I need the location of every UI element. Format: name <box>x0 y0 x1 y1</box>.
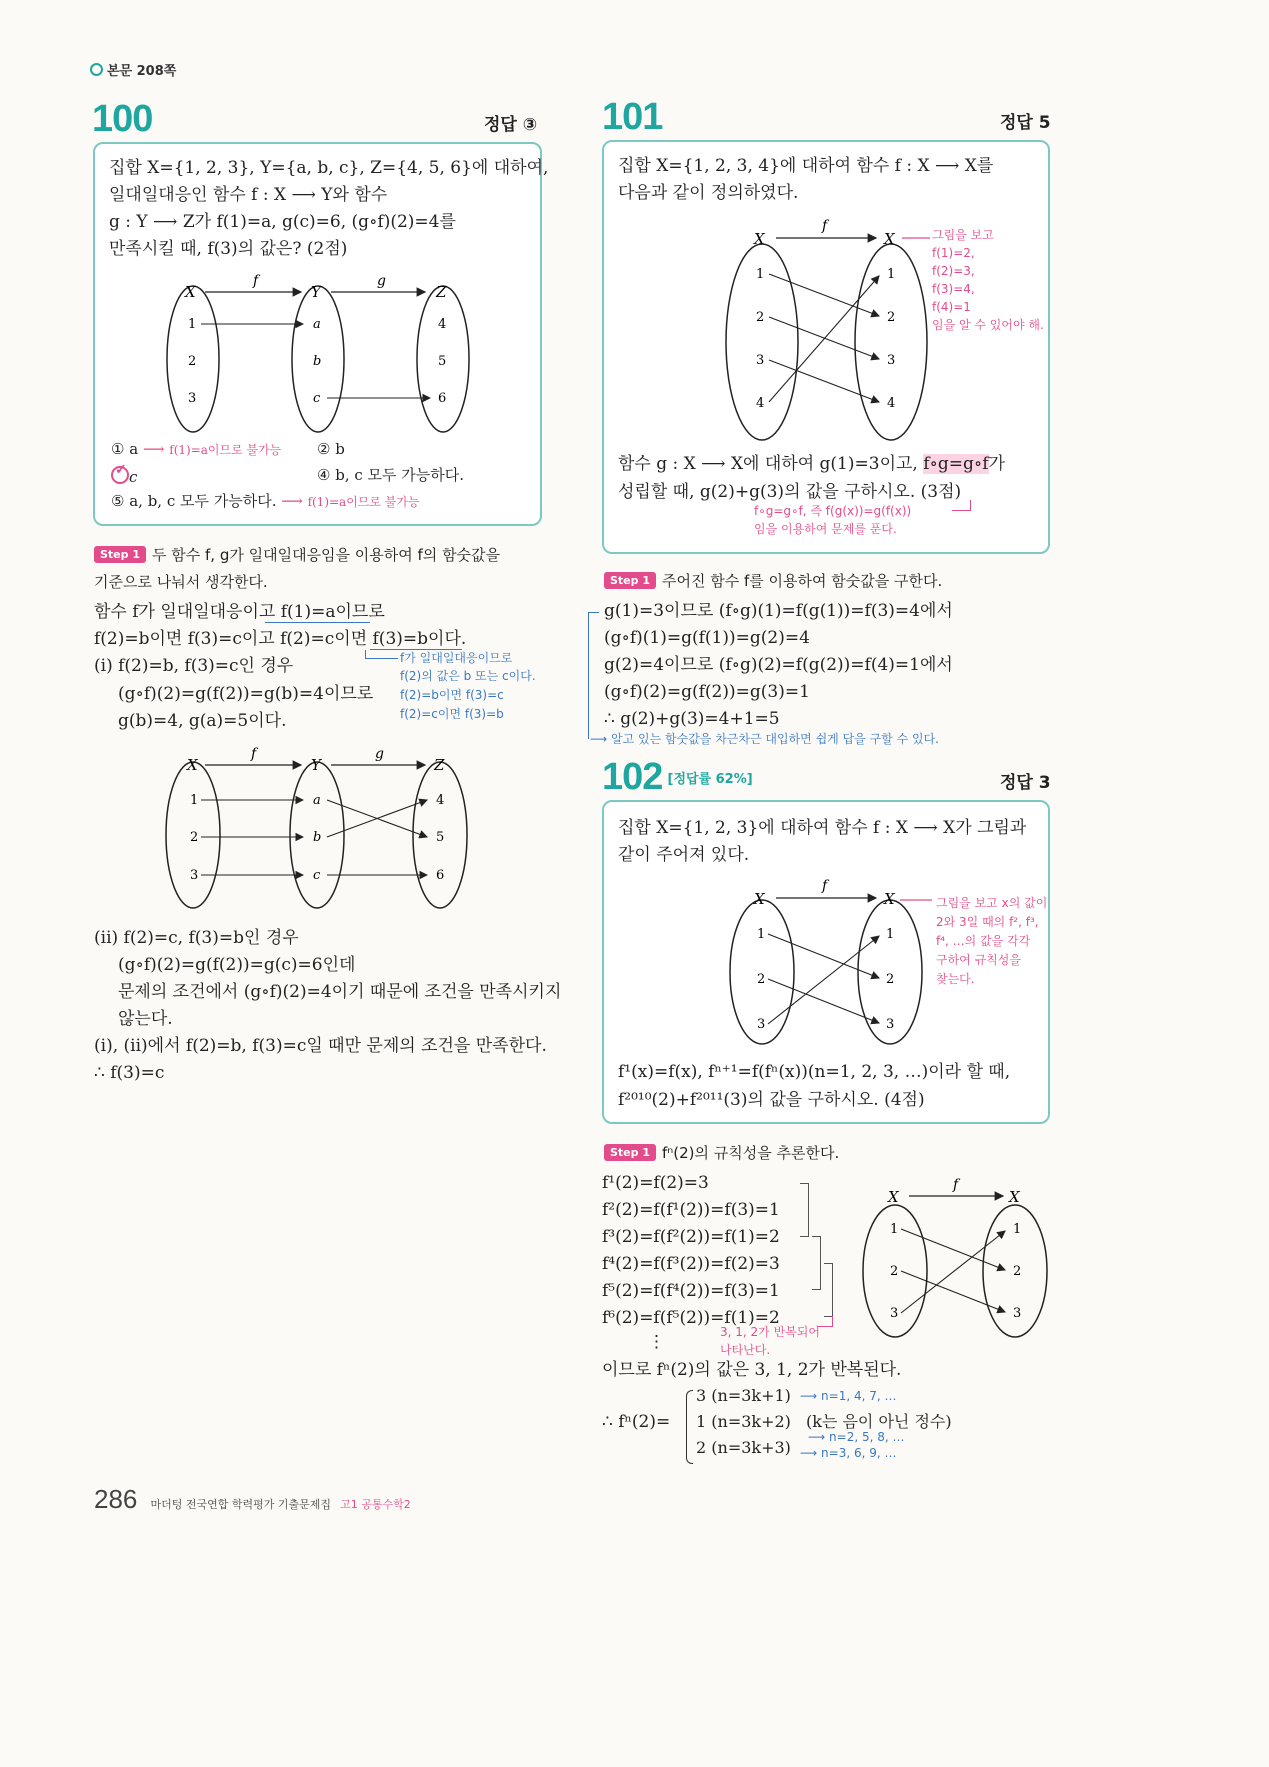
x-elem-1: 1 <box>190 793 199 808</box>
problem-102-answer: 정답 3 <box>1000 773 1051 793</box>
check-mark-icon: ✓ <box>111 466 129 484</box>
sol100-line3: (i) f(2)=b, f(3)=c인 경우 <box>94 656 294 676</box>
dom-3: 3 <box>757 1017 766 1032</box>
problem-102-number: 102 <box>602 756 663 798</box>
q101-note1: 그림을 보고 <box>932 228 994 242</box>
sol102-row2: f²(2)=f(f¹(2))=f(3)=1 <box>602 1200 780 1220</box>
cod-1: 1 <box>886 927 895 942</box>
case-arrow-3: ⟶ <box>800 1446 822 1460</box>
label-x-domain: X <box>754 890 765 908</box>
sol101-step1 <box>604 572 942 590</box>
map-1-2 <box>901 1229 1005 1270</box>
book-title: 마더텅 전국연합 학력평가 기출문제집 <box>150 1498 331 1511</box>
q100-diagram <box>155 269 485 449</box>
q102-line1: 집합 X={1, 2, 3}에 대하여 함수 f : X ⟶ X가 그림과 <box>618 818 1027 838</box>
sol102-therefore: ∴ fⁿ(2)= <box>602 1412 671 1432</box>
q101-line1: 집합 X={1, 2, 3, 4}에 대하여 함수 f : X ⟶ X를 <box>618 156 994 176</box>
x-elem-1: 1 <box>188 317 197 332</box>
problem-100-number: 100 <box>92 98 153 140</box>
sol100-step1-text: 두 함수 f, g가 일대일대응임을 이용하여 f의 함숫값을 <box>152 546 501 564</box>
x-elem-2: 2 <box>190 830 199 845</box>
problem-101-answer: 정답 5 <box>1000 113 1051 133</box>
q100-line4: 만족시킬 때, f(3)의 값은? (2점) <box>109 239 348 259</box>
sol100-ii-line3: 문제의 조건에서 (g∘f)(2)=4이기 때문에 조건을 만족시키지 <box>118 982 562 1002</box>
label-y: Y <box>311 756 321 774</box>
choice-1-arrow: ⟶ <box>142 440 165 458</box>
y-elem-c: c <box>313 391 321 406</box>
dom-4: 4 <box>756 396 765 411</box>
sol102-row4: f⁴(2)=f(f³(2))=f(2)=3 <box>602 1254 780 1274</box>
q100-line2: 일대일대응인 함수 f : X ⟶ Y와 함수 <box>109 185 388 205</box>
y-elem-c: c <box>313 868 321 883</box>
q102-line3: f¹(x)=f(x), fⁿ⁺¹=f(fⁿ(x))(n=1, 2, 3, …)이라 할 때, <box>618 1062 1011 1082</box>
sol101-tip-text: 알고 있는 함숫값을 차근차근 대입하면 쉽게 답을 구할 수 있다. <box>611 732 939 746</box>
sol100-ii-line2: (g∘f)(2)=g(f(2))=g(c)=6인데 <box>118 955 356 975</box>
label-x-domain: X <box>754 230 765 248</box>
label-z: Z <box>436 283 447 301</box>
problem-101-box <box>602 140 1050 554</box>
q101-note4: f(3)=4, <box>932 282 975 296</box>
problem-100-box <box>93 142 549 526</box>
page-ref <box>90 60 176 79</box>
sol101-step1-text: 주어진 함수 f를 이용하여 함숫값을 구한다. <box>662 572 943 590</box>
label-x: X <box>187 756 198 774</box>
choice-1 <box>111 440 281 458</box>
step1-badge: Step 1 <box>604 1144 656 1161</box>
q101-note3: f(2)=3, <box>932 264 975 278</box>
q102-note1: 그림을 보고 x의 값이 <box>936 896 1048 910</box>
label-f: f <box>953 1177 959 1193</box>
case-arrow-2: ⟶ <box>808 1430 830 1444</box>
choice-1-text: ① a <box>111 440 139 458</box>
page-ref-text: 본문 208쪽 <box>107 64 177 79</box>
step1-badge: Step 1 <box>94 546 146 563</box>
sol102-row5: f⁵(2)=f(f⁴(2))=f(3)=1 <box>602 1281 780 1301</box>
problem-102-header <box>602 756 753 799</box>
sol102-diagram <box>855 1175 1055 1340</box>
z-elem-5: 5 <box>438 354 447 369</box>
sol100-note3: f(2)=b이면 f(3)=c <box>400 688 504 702</box>
label-g: g <box>377 273 386 289</box>
bracket-c <box>824 1263 833 1317</box>
case-note-2 <box>808 1430 904 1445</box>
choice-5 <box>111 492 420 510</box>
dom-2: 2 <box>890 1264 899 1279</box>
case-note-3-text: n=3, 6, 9, … <box>821 1446 897 1460</box>
label-x-codomain: X <box>1009 1188 1020 1206</box>
label-x: X <box>185 283 196 301</box>
q102-note5: 찾는다. <box>936 972 975 986</box>
case-arrow-1: ⟶ <box>800 1389 822 1403</box>
problem-101-number: 101 <box>602 96 663 138</box>
dom-2: 2 <box>756 310 765 325</box>
sol100-ii-line5: (i), (ii)에서 f(2)=b, f(3)=c일 때만 문제의 조건을 만족한다. <box>94 1036 547 1056</box>
sol100-line2: f(2)=b이면 f(3)=c이고 f(2)=c이면 f(3)=b이다. <box>94 629 467 649</box>
sol100-conclusion: ∴ f(3)=c <box>94 1063 165 1083</box>
sol100-ii-line1: (ii) f(2)=c, f(3)=b인 경우 <box>94 928 299 948</box>
sol102-step1-text: fⁿ(2)의 규칙성을 추론한다. <box>662 1144 840 1162</box>
label-f: f <box>251 746 257 762</box>
label-x-domain: X <box>888 1188 899 1206</box>
sol101-line3: g(2)=4이므로 (f∘g)(2)=f(g(2))=f(4)=1에서 <box>604 655 953 675</box>
q101-diagram <box>714 212 934 447</box>
q101-line3 <box>618 454 1005 474</box>
footer <box>94 1484 411 1515</box>
problem-102-box <box>602 800 1050 1124</box>
sol102-row6: f⁶(2)=f(f⁵(2))=f(1)=2 <box>602 1308 780 1328</box>
sol102-row3: f³(2)=f(f²(2))=f(1)=2 <box>602 1227 780 1247</box>
z-elem-6: 6 <box>438 391 447 406</box>
sol102-conclusion: 이므로 fⁿ(2)의 값은 3, 1, 2가 반복된다. <box>602 1360 902 1380</box>
q101-line3-a: 함수 g : X ⟶ X에 대하여 g(1)=3이고, <box>618 454 924 474</box>
dom-3: 3 <box>756 353 765 368</box>
choice-3-text: c <box>129 468 138 486</box>
course-title: 고1 공통수학2 <box>340 1498 411 1511</box>
cod-1: 1 <box>1013 1222 1022 1237</box>
case-3: 2 (n=3k+3) <box>696 1438 791 1457</box>
cod-2: 2 <box>886 972 895 987</box>
z-elem-5: 5 <box>436 830 445 845</box>
underline-1 <box>265 622 370 623</box>
rep-connector <box>818 1316 833 1327</box>
case-note-1 <box>800 1389 896 1404</box>
q102-line4: f²⁰¹⁰(2)+f²⁰¹¹(3)의 값을 구하시오. (4점) <box>618 1090 925 1110</box>
label-g: g <box>375 746 384 762</box>
sol100-line4: (g∘f)(2)=g(f(2))=g(b)=4이므로 <box>118 684 374 704</box>
sol101-line2: (g∘f)(1)=g(f(1))=g(2)=4 <box>604 628 810 648</box>
q102-note3: f⁴, …의 값을 각각 <box>936 934 1031 948</box>
q101-note2-line2: 임을 이용하여 문제를 푼다. <box>754 522 897 536</box>
sol101-line1: g(1)=3이므로 (f∘g)(1)=f(g(1))=f(3)=4에서 <box>604 601 953 621</box>
sol102-row1: f¹(2)=f(2)=3 <box>602 1173 709 1193</box>
map-2-3 <box>768 979 879 1023</box>
sol100-step1 <box>94 546 500 564</box>
z-elem-6: 6 <box>436 868 445 883</box>
z-elem-4: 4 <box>438 317 447 332</box>
q102-note2: 2와 3일 때의 f², f³, <box>936 915 1039 929</box>
sol100-line1: 함수 f가 일대일대응이고 f(1)=a이므로 <box>94 602 385 622</box>
bracket-a <box>800 1183 809 1237</box>
bracket-b <box>812 1236 821 1290</box>
q102-diagram <box>714 874 934 1049</box>
q101-line3-b: 가 <box>988 454 1005 474</box>
sol102-vdots: ⋮ <box>648 1332 665 1352</box>
dom-1: 1 <box>890 1222 899 1237</box>
choice-4: ④ b, c 모두 가능하다. <box>317 466 464 484</box>
case-2: 1 (n=3k+2) <box>696 1412 791 1431</box>
map-3-4 <box>769 360 879 402</box>
label-f: f <box>822 218 828 234</box>
case-1: 3 (n=3k+1) <box>696 1386 791 1405</box>
cod-2: 2 <box>1013 1264 1022 1279</box>
q100-line1: 집합 X={1, 2, 3}, Y={a, b, c}, Z={4, 5, 6}에 대하여, <box>109 158 549 178</box>
case-condition: (k는 음이 아닌 정수) <box>806 1412 952 1431</box>
q100-line3: g : Y ⟶ Z가 f(1)=a, g(c)=6, (g∘f)(2)=4를 <box>109 212 456 232</box>
sol100-line5: g(b)=4, g(a)=5이다. <box>118 711 287 731</box>
choice-2: ② b <box>317 440 345 458</box>
bracket-101 <box>588 612 599 739</box>
cod-3: 3 <box>1013 1306 1022 1321</box>
sol101-tip <box>590 732 939 747</box>
note2-connector <box>952 500 971 511</box>
tip-arrow: ⟶ <box>590 732 612 746</box>
label-f: f <box>822 878 828 894</box>
case-note-2-text: n=2, 5, 8, … <box>829 1430 905 1444</box>
choice-5-note: f(1)=a이므로 불가능 <box>307 495 420 509</box>
x-elem-3: 3 <box>190 868 199 883</box>
page-number: 286 <box>94 1484 138 1514</box>
note-connector <box>365 650 398 659</box>
y-elem-b: b <box>313 354 322 369</box>
label-f: f <box>253 273 259 289</box>
sol100-note4: f(2)=c이면 f(3)=b <box>400 707 504 721</box>
sol102-step1 <box>604 1144 839 1162</box>
q102-note4: 구하여 규칙성을 <box>936 953 1021 967</box>
dom-1: 1 <box>756 267 765 282</box>
z-elem-4: 4 <box>436 793 445 808</box>
q102-line2: 같이 주어져 있다. <box>618 845 750 865</box>
sol100-step1-cont: 기준으로 나눠서 생각한다. <box>94 573 268 591</box>
q101-line4: 성립할 때, g(2)+g(3)의 값을 구하시오. (3점) <box>618 482 962 502</box>
sol102-rep2: 나타난다. <box>720 1343 771 1357</box>
case-note-3 <box>800 1446 896 1461</box>
dom-1: 1 <box>757 927 766 942</box>
map-3-1 <box>901 1231 1005 1313</box>
cod-1: 1 <box>887 267 896 282</box>
y-elem-b: b <box>313 830 322 845</box>
dom-2: 2 <box>757 972 766 987</box>
q101-note2: f(1)=2, <box>932 246 975 260</box>
choice-5-text: ⑤ a, b, c 모두 가능하다. <box>111 492 277 510</box>
q101-note5: f(4)=1 <box>932 300 971 314</box>
map-1-2 <box>768 934 879 978</box>
case-brace <box>686 1390 693 1464</box>
case-note-1-text: n=1, 4, 7, … <box>821 1389 897 1403</box>
sol100-note2: f(2)의 값은 b 또는 c이다. <box>400 669 536 683</box>
sol100-diagram <box>155 740 485 920</box>
q101-note6: 임을 알 수 있어야 해. <box>932 318 1044 332</box>
sol100-note1: f가 일대일대응이므로 <box>400 651 513 665</box>
cod-3: 3 <box>887 353 896 368</box>
cod-4: 4 <box>887 396 896 411</box>
step1-badge: Step 1 <box>604 572 656 589</box>
q101-line2: 다음과 같이 정의하였다. <box>618 183 799 203</box>
circle-bullet-icon <box>90 63 103 76</box>
x-elem-3: 3 <box>188 391 197 406</box>
choice-5-arrow: ⟶ <box>281 492 303 510</box>
label-x-codomain: X <box>884 230 895 248</box>
x-elem-2: 2 <box>188 354 197 369</box>
map-2-3 <box>769 317 879 359</box>
label-z: Z <box>434 756 445 774</box>
choice-1-note: f(1)=a이므로 불가능 <box>169 443 282 457</box>
label-x-codomain: X <box>884 890 895 908</box>
y-elem-a: a <box>313 793 321 808</box>
cod-3: 3 <box>886 1017 895 1032</box>
label-y: Y <box>311 283 321 301</box>
q101-note2-line1: f∘g=g∘f, 즉 f(g(x))=g(f(x)) <box>754 504 912 518</box>
sol100-ii-line4: 않는다. <box>118 1009 173 1029</box>
problem-100-answer: 정답 ③ <box>484 115 538 135</box>
map-2-3 <box>901 1271 1005 1312</box>
sol101-line5: ∴ g(2)+g(3)=4+1=5 <box>604 709 780 729</box>
choice-3 <box>111 462 138 486</box>
dom-3: 3 <box>890 1306 899 1321</box>
cod-2: 2 <box>887 310 896 325</box>
problem-102-rate: [정답률 62%] <box>667 772 753 787</box>
q101-highlight: f∘g=g∘f <box>923 454 989 474</box>
sol101-line4: (g∘f)(2)=g(f(2))=g(3)=1 <box>604 682 810 702</box>
y-elem-a: a <box>313 317 321 332</box>
sol102-rep1: 3, 1, 2가 반복되어 <box>720 1325 820 1339</box>
